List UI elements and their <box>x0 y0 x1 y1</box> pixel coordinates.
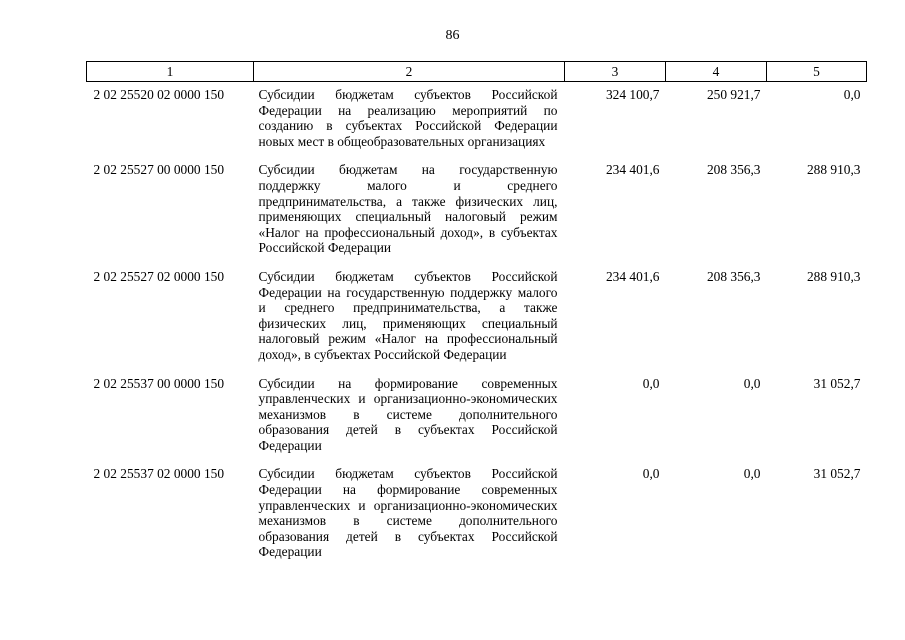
amount-col5: 288 910,3 <box>806 162 861 178</box>
amount-col3: 0,0 <box>642 375 660 391</box>
budget-description: Субсидии бюджетам субъектов Российской Федерации на формирование современных управленческих и организационно-экономических механизмов в системе дополнительного образования детей в субъектах Российской Федерации <box>258 466 558 560</box>
page-number: 86 <box>445 28 460 43</box>
budget-code: 2 02 25537 00 0000 150 <box>93 375 225 391</box>
table-row <box>87 157 867 264</box>
column-header-3: 3 <box>565 62 666 82</box>
amount-col3: 234 401,6 <box>605 162 660 178</box>
table-row <box>87 371 867 462</box>
budget-code: 2 02 25527 00 0000 150 <box>93 162 225 178</box>
amount-col4: 0,0 <box>743 466 761 482</box>
budget-description: Субсидии на формирование современных управленческих и организационно-экономических механизмов в системе дополнительного образования детей в субъектах Российской Федерации <box>258 375 558 453</box>
column-header-1: 1 <box>87 62 254 82</box>
amount-col4: 0,0 <box>743 375 761 391</box>
amount-col3: 0,0 <box>642 466 660 482</box>
amount-col5: 288 910,3 <box>806 268 861 284</box>
amount-col3: 324 100,7 <box>605 87 660 102</box>
amount-col5: 31 052,7 <box>813 466 861 482</box>
amount-col5: 31 052,7 <box>813 375 861 391</box>
amount-col4: 208 356,3 <box>706 268 761 284</box>
table-row <box>87 264 867 371</box>
budget-description: Субсидии бюджетам субъектов Российской Федерации на государственную поддержку малого и среднего предпринимательства, а также физических лиц, применяющих специальный налоговый режим «Налог на профессиональный доход», в субъектах Российской Федерации <box>258 268 558 362</box>
amount-col5: 0,0 <box>843 87 861 102</box>
table-header-row <box>87 62 867 82</box>
column-header-5: 5 <box>767 62 867 82</box>
budget-code: 2 02 25527 02 0000 150 <box>93 268 225 284</box>
budget-description: Субсидии бюджетам на государственную поддержку малого и среднего предпринимательства, а также физических лиц, применяющих специальный налоговый режим «Налог на профессиональный доход», в субъектах Российской Федерации <box>258 162 558 256</box>
amount-col4: 250 921,7 <box>706 87 761 102</box>
budget-description: Субсидии бюджетам субъектов Российской Федерации на реализацию мероприятий по созданию в субъектах Российской Федерации новых мест в общеобразовательных организациях <box>258 87 558 149</box>
table-row <box>87 461 867 568</box>
budget-code: 2 02 25520 02 0000 150 <box>93 87 225 102</box>
table-row <box>87 82 867 158</box>
column-header-4: 4 <box>666 62 767 82</box>
budget-code: 2 02 25537 02 0000 150 <box>93 466 225 482</box>
budget-table <box>86 61 867 568</box>
column-header-2: 2 <box>254 62 565 82</box>
amount-col4: 208 356,3 <box>706 162 761 178</box>
amount-col3: 234 401,6 <box>605 268 660 284</box>
